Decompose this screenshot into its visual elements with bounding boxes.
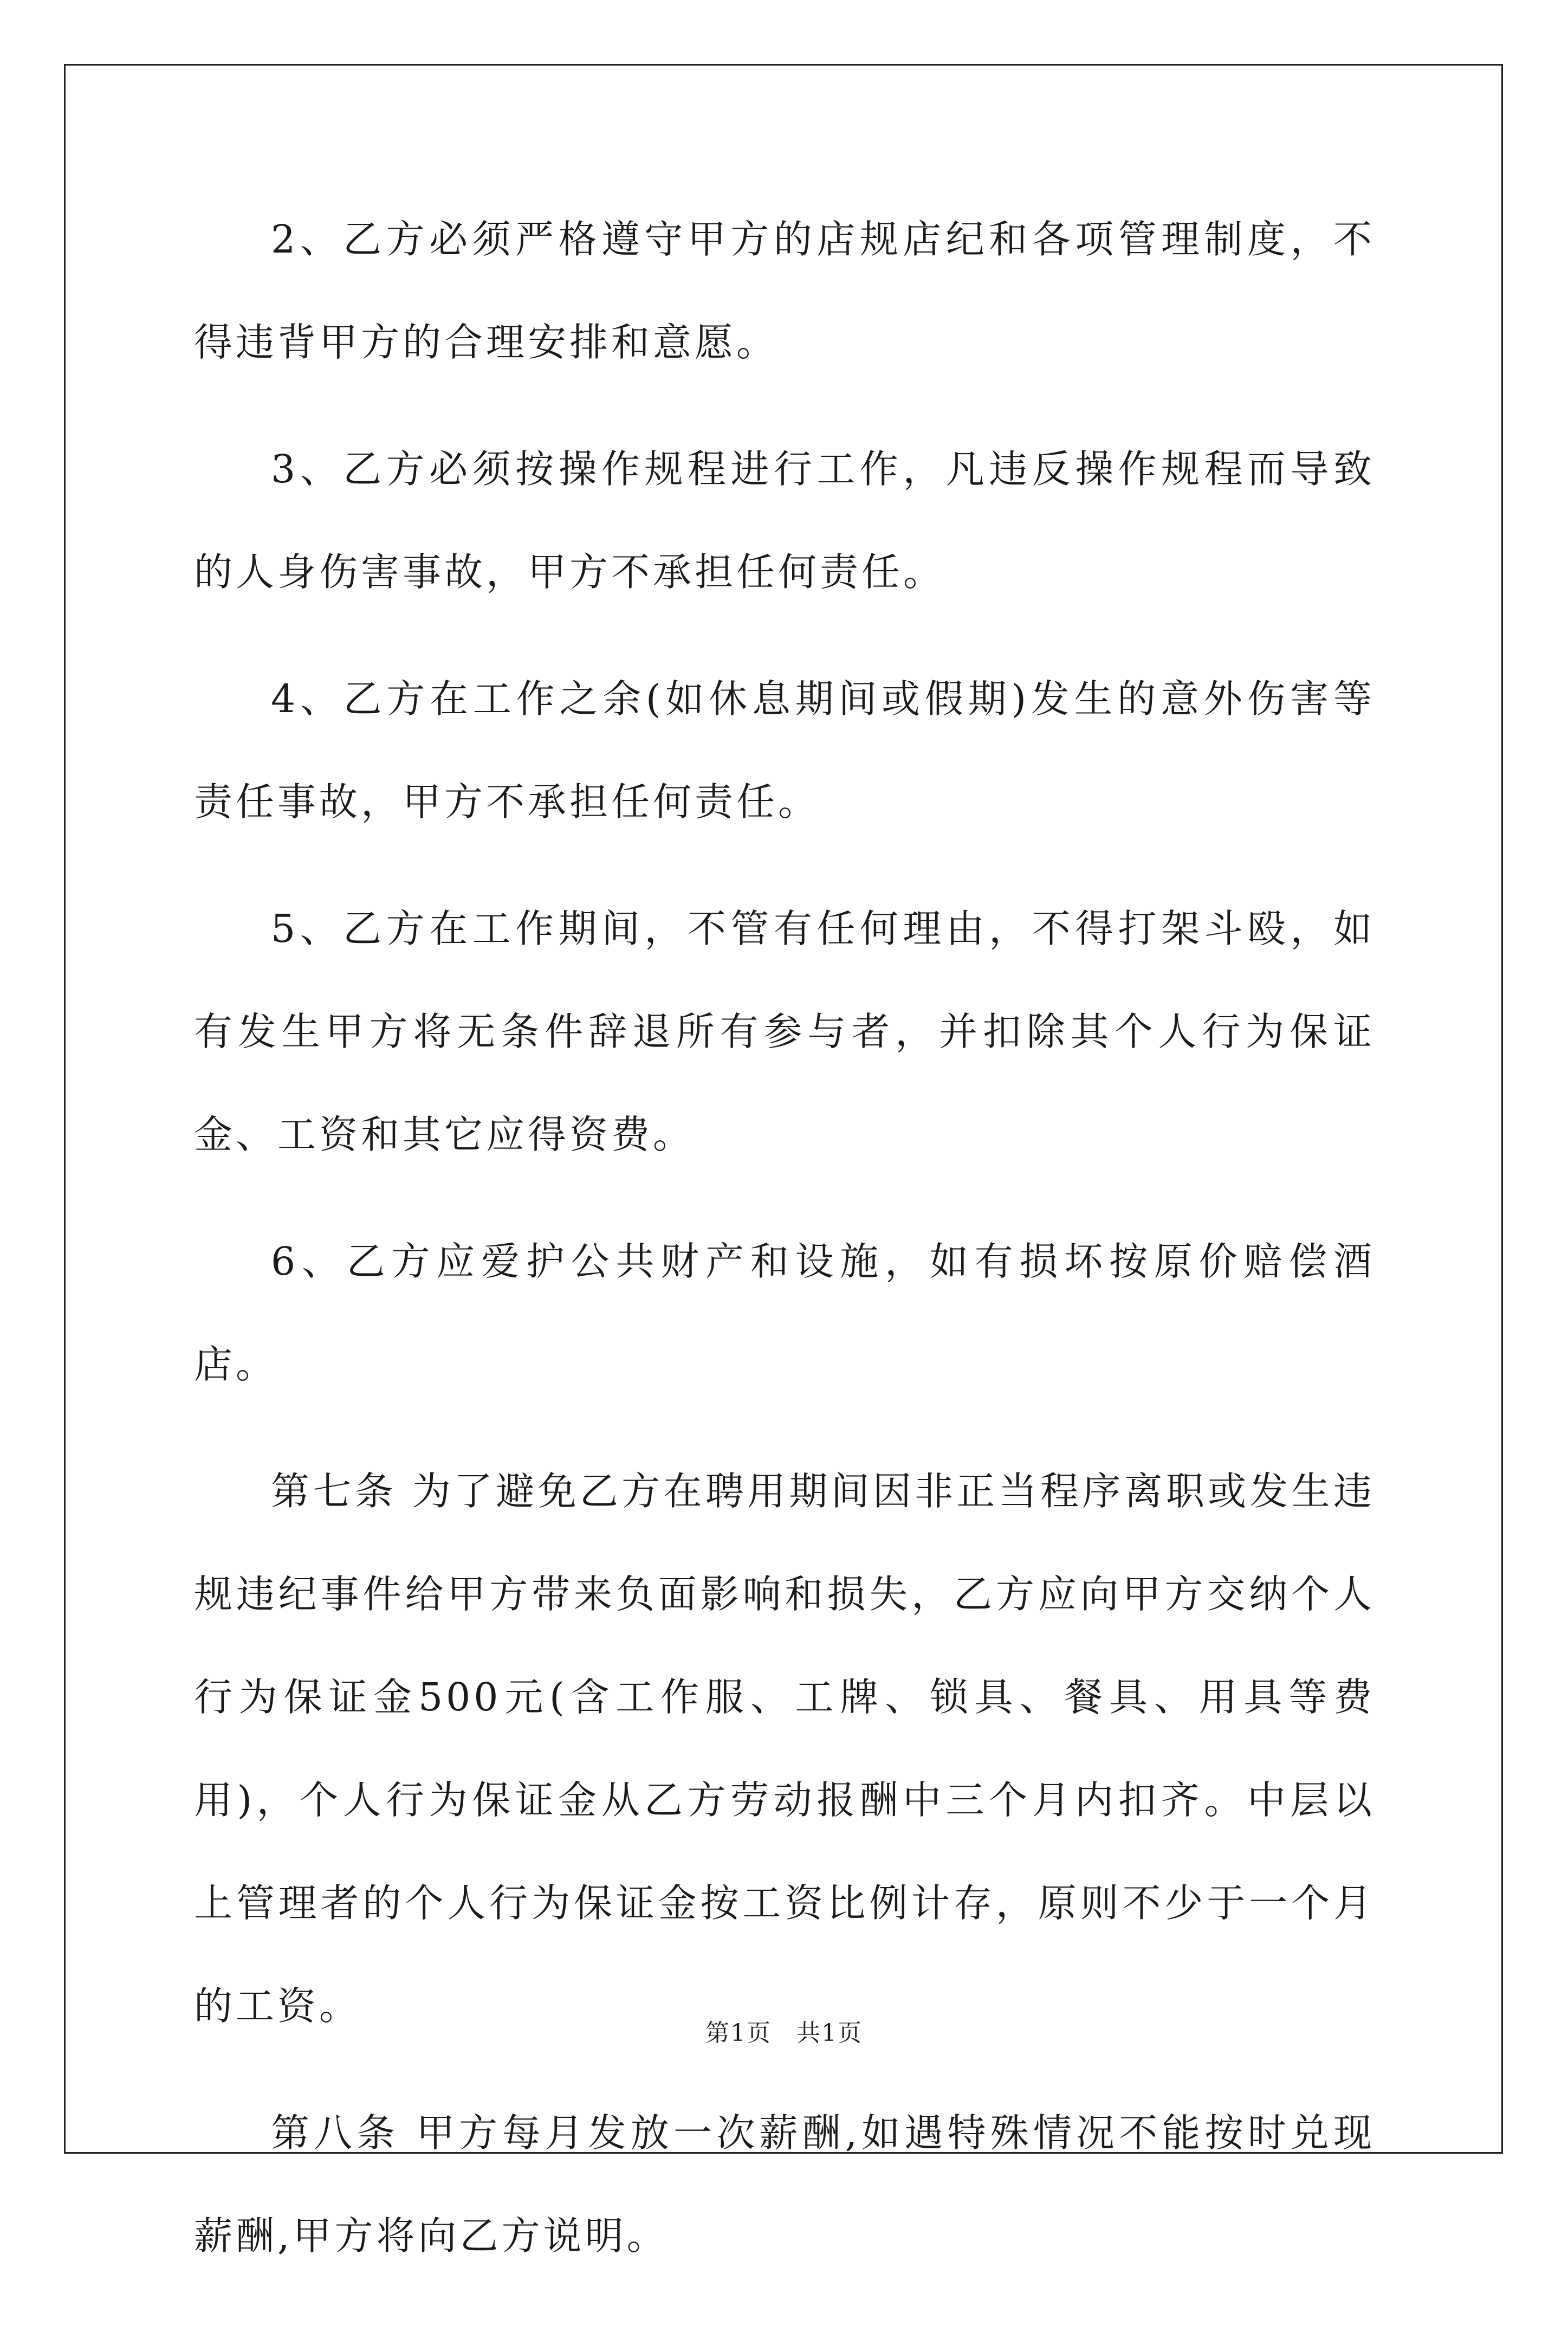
paragraph-item-2: 2、乙方必须严格遵守甲方的店规店纪和各项管理制度，不得违背甲方的合理安排和意愿。	[194, 217, 1375, 365]
paragraph-item-6: 6、乙方应爱护公共财产和设施，如有损坏按原价赔偿酒店。	[194, 1239, 1375, 1387]
paragraph-article-7: 第七条 为了避免乙方在聘用期间因非正当程序离职或发生违规违纪事件给甲方带来负面影响和损失，乙方应向甲方交纳个人行为保证金500元(含工作服、工牌、锁具、餐具、用具等费用)，个人行为保证金从乙方劳动报酬中三个月内扣齐。中层以上管理者的个人行为保证金按工资比例计存，原则不少于一个月的工资。	[194, 1469, 1375, 2029]
paragraph-item-5: 5、乙方在工作期间，不管有任何理由，不得打架斗殴，如有发生甲方将无条件辞退所有参与者，并扣除其个人行为保证金、工资和其它应得资费。	[194, 906, 1375, 1157]
page-footer: 第1页 共1页	[705, 2019, 863, 2047]
paragraph-article-8: 第八条 甲方每月发放一次薪酬,如遇特殊情况不能按时兑现薪酬,甲方将向乙方说明。	[194, 2110, 1375, 2258]
paragraph-item-4: 4、乙方在工作之余(如休息期间或假期)发生的意外伤害等责任事故，甲方不承担任何责任。	[194, 676, 1375, 824]
paragraph-item-3: 3、乙方必须按操作规程进行工作，凡违反操作规程而导致的人身伤害事故，甲方不承担任何责任。	[194, 447, 1375, 595]
